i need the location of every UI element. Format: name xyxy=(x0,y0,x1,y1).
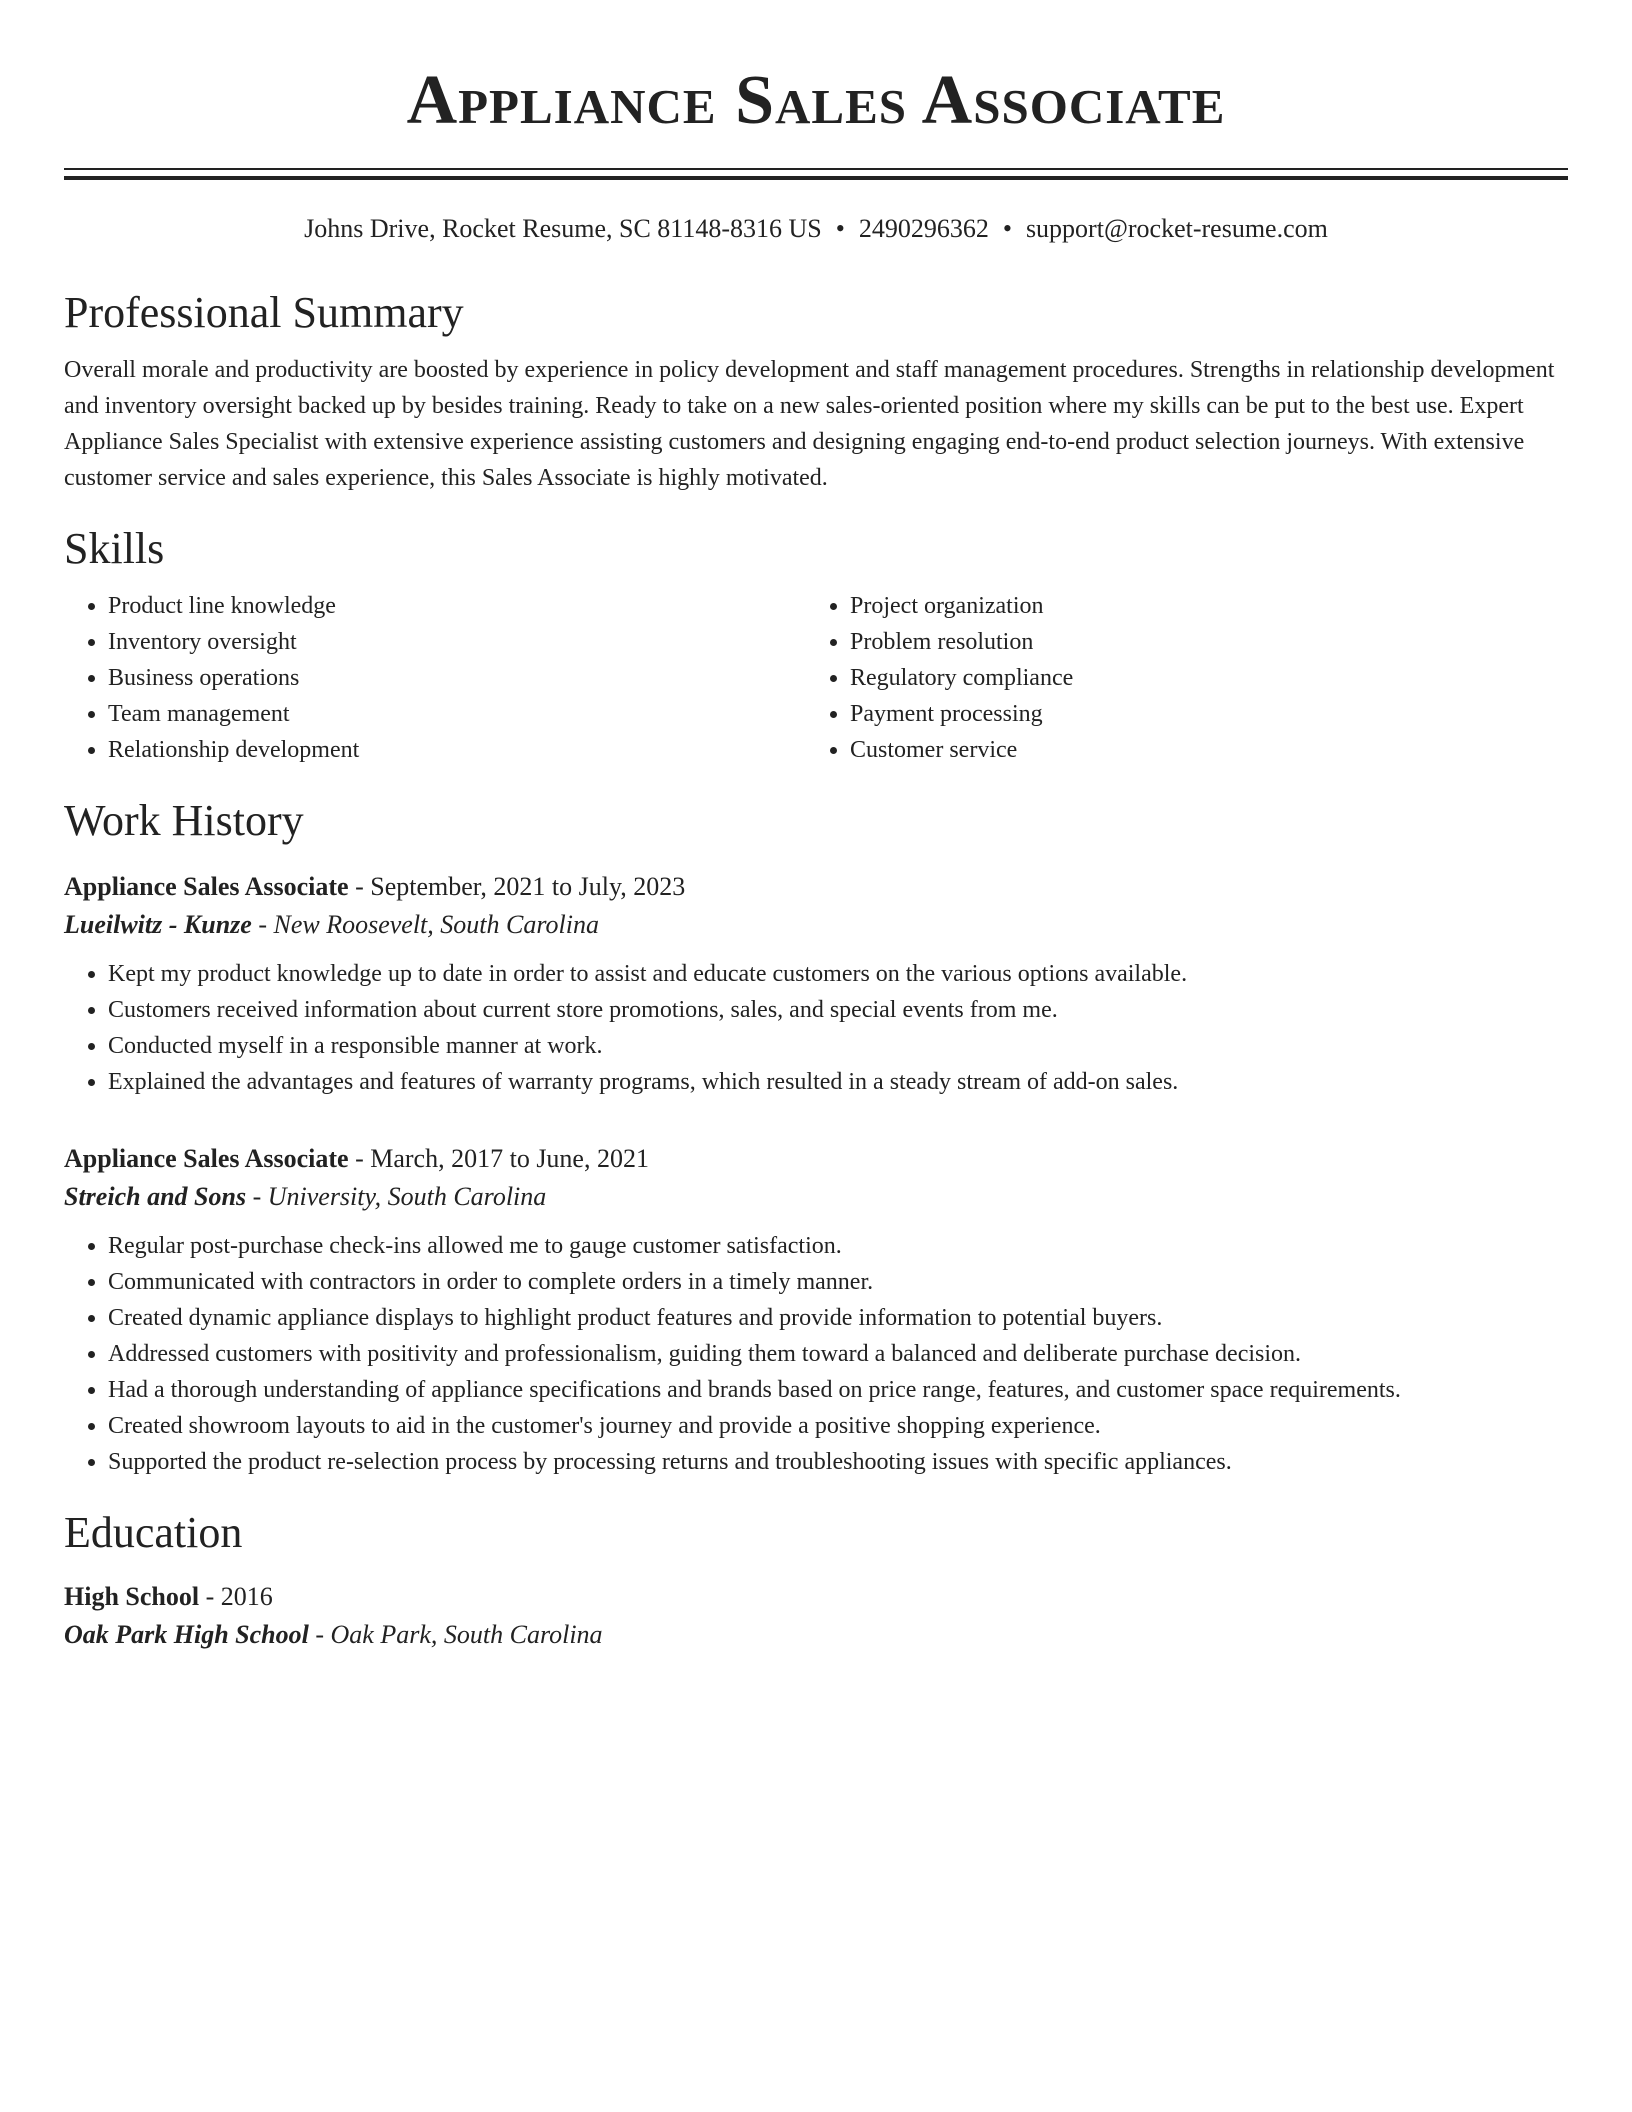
summary-heading: Professional Summary xyxy=(64,288,464,337)
resume-name: Appliance Sales Associate xyxy=(406,62,1226,139)
job-employer xyxy=(64,1178,1568,1216)
job-entry xyxy=(64,1140,1568,1480)
duty-item: • Created showroom layouts to aid in the customer's journey and provide a positive shopping experience. xyxy=(108,1408,1568,1444)
job-duties xyxy=(64,1228,1568,1480)
job-header xyxy=(64,868,1568,906)
skills-heading: Skills xyxy=(64,524,165,573)
contact-address: Johns Drive, Rocket Resume, SC 81148-8316 US xyxy=(304,214,822,243)
job-dates: - March, 2017 to June, 2021 xyxy=(355,1144,649,1173)
job-dates: - September, 2021 to July, 2023 xyxy=(355,872,686,901)
education-heading: Education xyxy=(64,1508,243,1557)
job-employer xyxy=(64,906,1568,944)
education-year: - 2016 xyxy=(205,1582,273,1611)
contact-separator: • xyxy=(835,214,845,243)
skill-item: • Business operations xyxy=(108,660,806,696)
skills-column-right xyxy=(806,588,1548,768)
contact-email: support@rocket-resume.com xyxy=(1025,214,1328,243)
duty-item: • Customers received information about current store promotions, sales, and special events from me. xyxy=(108,992,1568,1028)
education-school: Oak Park High School xyxy=(64,1620,309,1649)
skill-item: • Regulatory compliance xyxy=(850,660,1548,696)
job-duties xyxy=(64,956,1568,1100)
education-header xyxy=(64,1578,1568,1616)
education-degree: High School xyxy=(64,1582,200,1611)
skill-item: • Payment processing xyxy=(850,696,1548,732)
skill-item: • Relationship development xyxy=(108,732,806,768)
skill-item: • Customer service xyxy=(850,732,1548,768)
duty-item: • Created dynamic appliance displays to highlight product features and provide information to potential buyers. xyxy=(108,1300,1568,1336)
duty-item: • Regular post-purchase check-ins allowed me to gauge customer satisfaction. xyxy=(108,1228,1568,1264)
header-rule-thick xyxy=(64,176,1568,180)
job-role: Appliance Sales Associate xyxy=(64,1144,349,1173)
job-header xyxy=(64,1140,1568,1178)
job-entry xyxy=(64,868,1568,1100)
job-company: Streich and Sons xyxy=(64,1182,247,1211)
duty-item: • Kept my product knowledge up to date in order to assist and educate customers on the various options available. xyxy=(108,956,1568,992)
job-location: - University, South Carolina xyxy=(252,1182,547,1211)
contact-phone: 2490296362 xyxy=(858,214,989,243)
duty-item: • Conducted myself in a responsible manner at work. xyxy=(108,1028,1568,1064)
duty-item: • Communicated with contractors in order to complete orders in a timely manner. xyxy=(108,1264,1568,1300)
job-company: Lueilwitz - Kunze xyxy=(64,910,252,939)
skill-item: • Project organization xyxy=(850,588,1548,624)
skill-item: • Inventory oversight xyxy=(108,624,806,660)
skills-list xyxy=(64,588,1568,768)
duty-item: • Addressed customers with positivity and professionalism, guiding them toward a balanced and deliberate purchase decision. xyxy=(108,1336,1568,1372)
skill-item: • Team management xyxy=(108,696,806,732)
job-role: Appliance Sales Associate xyxy=(64,872,349,901)
contact-line xyxy=(64,212,1568,246)
summary-text: Overall morale and productivity are boosted by experience in policy development and staff management procedures. Strengths in relationship development and inventory oversight backed up by besides training. Ready to take on a new sales-oriented position where my skills can be put to the best use. Expert Appliance Sales Specialist with extensive experience assisting customers and designing engaging end-to-end product selection journeys. With extensive customer service and sales experience, this Sales Associate is highly motivated. xyxy=(64,357,1555,491)
skill-item: • Problem resolution xyxy=(850,624,1548,660)
education-location: - Oak Park, South Carolina xyxy=(315,1620,603,1649)
education-school-line xyxy=(64,1616,1568,1654)
skills-column-left xyxy=(64,588,806,768)
education-entry xyxy=(64,1578,1568,1654)
resume-page xyxy=(64,0,1568,1654)
contact-separator: • xyxy=(1002,214,1012,243)
duty-item: • Had a thorough understanding of appliance specifications and brands based on price range, features, and customer space requirements. xyxy=(108,1372,1568,1408)
job-location: - New Roosevelt, South Carolina xyxy=(258,910,599,939)
duty-item: • Explained the advantages and features of warranty programs, which resulted in a steady stream of add-on sales. xyxy=(108,1064,1568,1100)
work-history-heading: Work History xyxy=(64,796,304,845)
skill-item: • Product line knowledge xyxy=(108,588,806,624)
header-rule-thin xyxy=(64,168,1568,170)
duty-item: • Supported the product re-selection process by processing returns and troubleshooting issues with specific appliances. xyxy=(108,1444,1568,1480)
